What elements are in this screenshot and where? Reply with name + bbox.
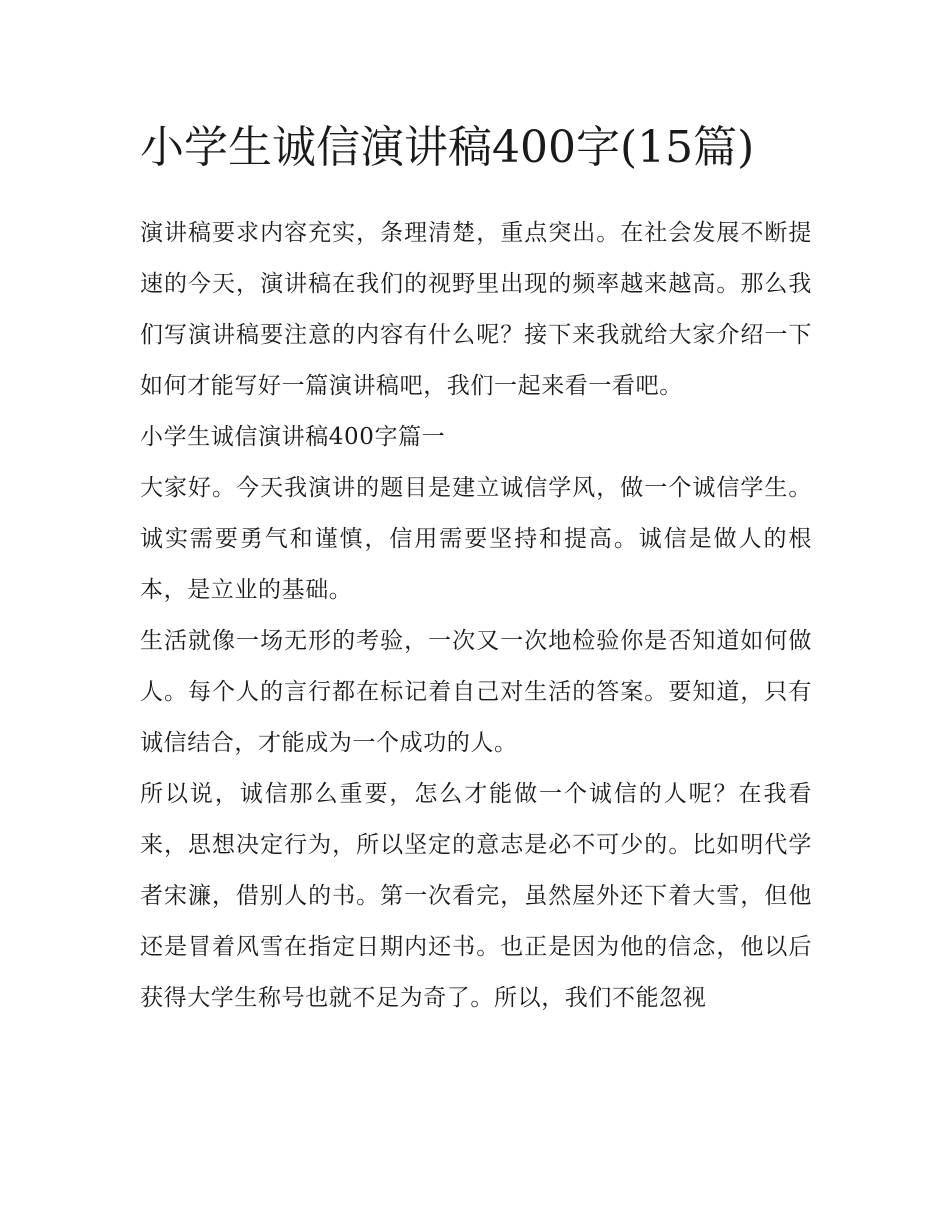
body-paragraph: 大家好。今天我演讲的题目是建立诚信学风，做一个诚信学生。诚实需要勇气和谨慎，信用需要坚持和提高。诚信是做人的根本，是立业的基础。 — [140, 475, 812, 603]
document-content — [140, 112, 812, 1024]
section-heading: 小学生诚信演讲稿400字篇一 — [140, 424, 446, 450]
document-body — [140, 208, 812, 1024]
body-paragraph: 生活就像一场无形的考验，一次又一次地检验你是否知道如何做人。每个人的言行都在标记着自己对生活的答案。要知道，只有诚信结合，才能成为一个成功的人。 — [140, 628, 812, 756]
body-paragraph: 演讲稿要求内容充实，条理清楚，重点突出。在社会发展不断提速的今天，演讲稿在我们的视野里出现的频率越来越高。那么我们写演讲稿要注意的内容有什么呢？接下来我就给大家介绍一下如何才能写好一篇演讲稿吧，我们一起来看一看吧。 — [140, 220, 812, 399]
body-paragraph: 所以说，诚信那么重要，怎么才能做一个诚信的人呢？在我看来，思想决定行为，所以坚定的意志是必不可少的。比如明代学者宋濂，借别人的书。第一次看完，虽然屋外还下着大雪，但他还是冒着风雪在指定日期内还书。也正是因为他的信念，他以后获得大学生称号也就不足为奇了。所以，我们不能忽视 — [140, 781, 812, 1011]
document-title: 小学生诚信演讲稿400字(15篇) — [140, 122, 755, 173]
